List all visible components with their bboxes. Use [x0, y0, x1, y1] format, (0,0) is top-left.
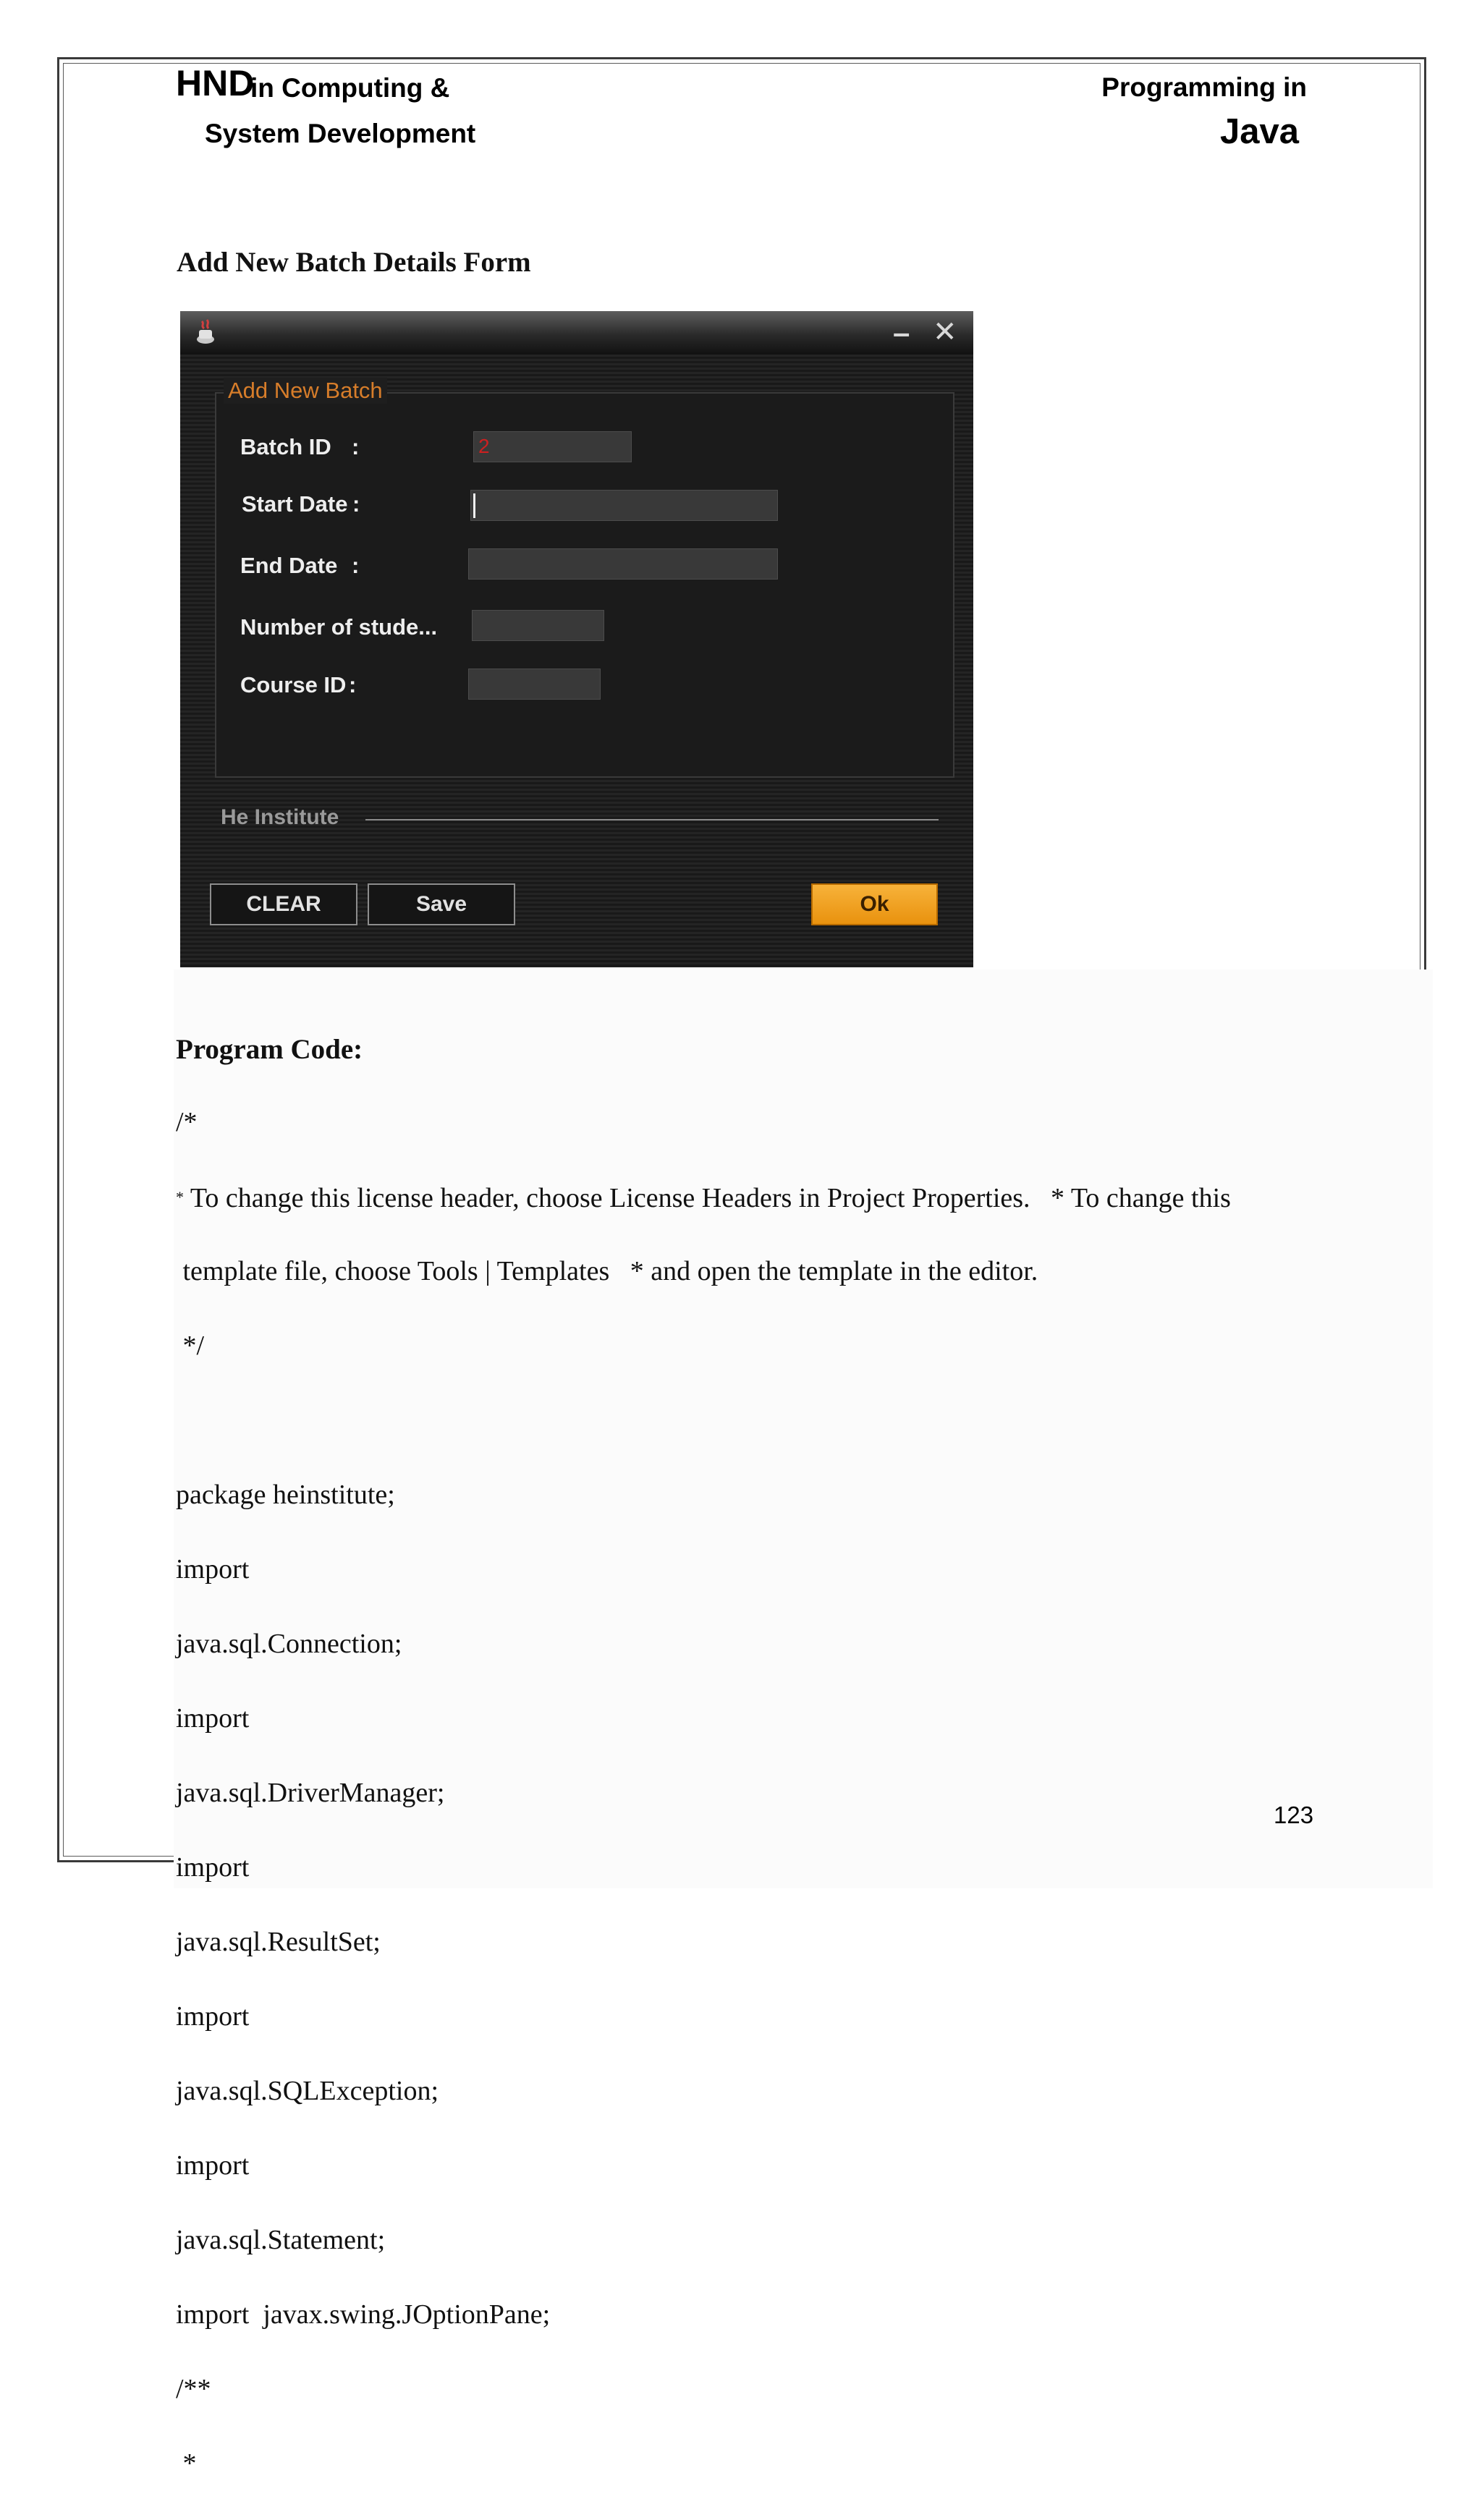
number-of-students-field[interactable]: [472, 610, 604, 641]
code-line: package heinstitute;: [176, 1479, 395, 1510]
form-section-title: Add New Batch Details Form: [177, 247, 531, 278]
end-date-label: End Date: [240, 553, 338, 578]
course-id-colon: :: [349, 672, 357, 697]
code-line: java.sql.Statement;: [176, 2224, 386, 2255]
page-number: 123: [1274, 1802, 1314, 1828]
code-line: java.sql.SQLException;: [176, 2075, 439, 2106]
course-id-label: Course ID: [240, 672, 347, 697]
group-title: Add New Batch: [224, 378, 387, 404]
code-line: java.sql.ResultSet;: [176, 1926, 381, 1957]
code-line: *: [176, 2448, 197, 2479]
code-line: import: [176, 1553, 250, 1584]
header-system-development: System Development: [205, 119, 476, 148]
java-coffee-icon: [195, 318, 216, 346]
institute-label: He Institute: [221, 805, 339, 829]
number-of-students-label: Number of stude...: [240, 614, 438, 640]
start-date-label: Start Date: [242, 491, 348, 517]
code-comment-text: To change this license header, choose License Headers in Project Properties. * To change this: [190, 1182, 1231, 1213]
code-line: [176, 1179, 1231, 1216]
ok-button[interactable]: Ok: [811, 883, 938, 925]
end-date-field[interactable]: [468, 548, 778, 580]
code-line: import: [176, 2150, 250, 2181]
add-batch-window: [180, 311, 973, 967]
code-line: java.sql.Connection;: [176, 1628, 402, 1659]
start-date-field[interactable]: [470, 490, 778, 521]
batch-id-colon: :: [352, 434, 360, 459]
text-caret: [473, 493, 475, 518]
separator-line: [365, 819, 939, 820]
end-date-colon: :: [352, 553, 360, 578]
code-line: template file, choose Tools | Templates * and open the template in the editor.: [176, 1255, 1038, 1286]
code-line: */: [176, 1330, 205, 1361]
batch-id-field[interactable]: 2: [473, 431, 632, 462]
close-icon[interactable]: ✕: [933, 316, 957, 348]
header-computing: in Computing &: [250, 73, 450, 103]
header-java: Java: [1219, 112, 1299, 151]
course-id-field[interactable]: [468, 669, 601, 700]
code-line: import: [176, 1851, 250, 1883]
code-line: [176, 1402, 1231, 1440]
minimize-icon[interactable]: –: [893, 315, 910, 349]
code-section-title: Program Code:: [176, 1034, 363, 1065]
code-line: import: [176, 2001, 250, 2032]
window-titlebar[interactable]: [180, 311, 973, 355]
start-date-colon: :: [352, 491, 360, 517]
clear-button[interactable]: CLEAR: [210, 883, 357, 925]
save-button[interactable]: Save: [368, 883, 515, 925]
program-code: [176, 1066, 1231, 2520]
header-hnd: HND: [176, 63, 255, 103]
code-line: java.sql.DriverManager;: [176, 1777, 445, 1808]
batch-id-label: Batch ID: [240, 434, 331, 459]
header-programming-in: Programming in: [1101, 72, 1307, 102]
code-line: /**: [176, 2373, 211, 2404]
bullet-star: *: [176, 1187, 184, 1206]
code-line: /*: [176, 1106, 198, 1137]
code-line: import javax.swing.JOptionPane;: [176, 2299, 551, 2330]
code-line: import: [176, 1702, 250, 1734]
